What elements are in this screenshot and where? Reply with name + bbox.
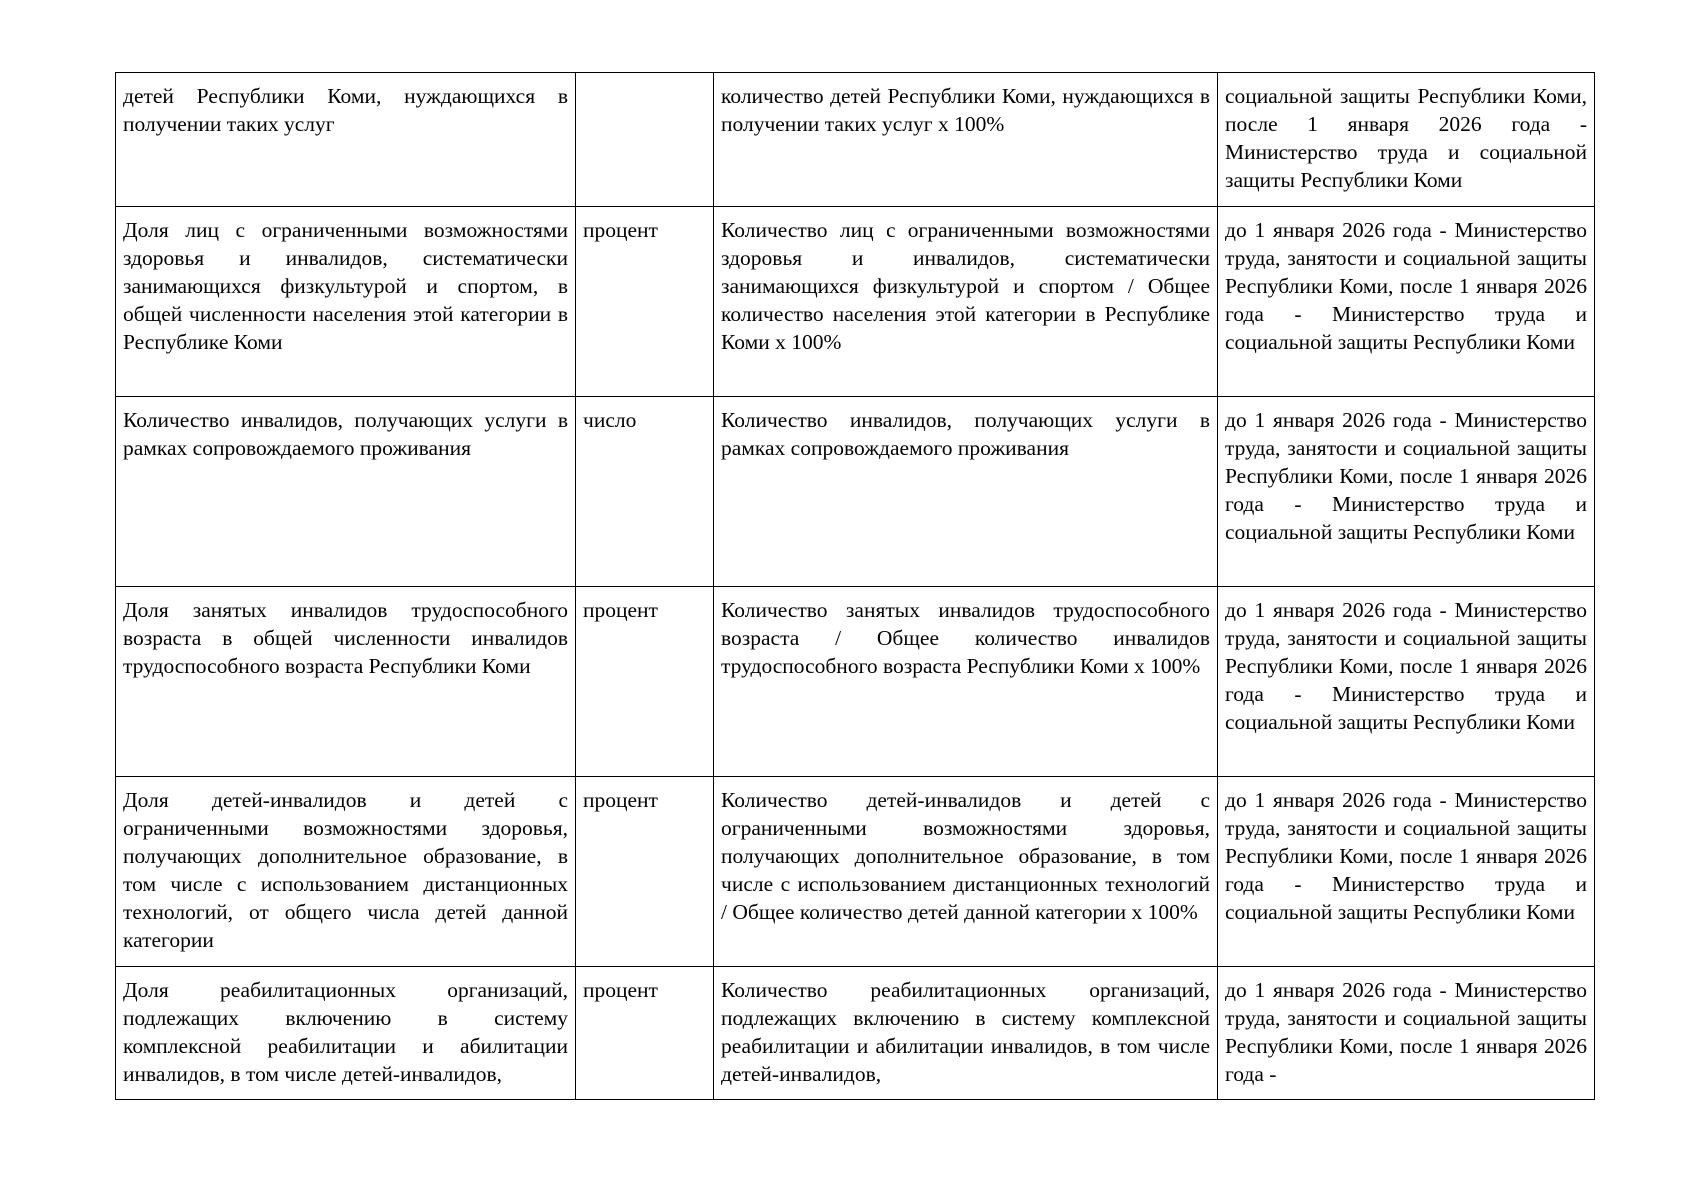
table-row bbox=[116, 397, 1595, 587]
calculation-method-cell: Количество занятых инвалидов трудоспособного возраста / Общее количество инвалидов трудоспособного возраста Республики Коми х 100% bbox=[714, 587, 1218, 777]
responsible-body-cell: социальной защиты Республики Коми, после 1 января 2026 года - Министерство труда и социальной защиты Республики Коми bbox=[1218, 73, 1595, 207]
calculation-method-cell: Количество детей-инвалидов и детей с ограниченными возможностями здоровья, получающих дополнительное образование, в том числе с использованием дистанционных технологий / Общее количество детей данной категории х 100% bbox=[714, 777, 1218, 967]
calculation-method-cell: количество детей Республики Коми, нуждающихся в получении таких услуг х 100% bbox=[714, 73, 1218, 207]
responsible-body-cell: до 1 января 2026 года - Министерство труда, занятости и социальной защиты Республики Коми, после 1 января 2026 года - Министерство труда и социальной защиты Республики Коми bbox=[1218, 207, 1595, 397]
indicator-name-cell: Количество инвалидов, получающих услуги в рамках сопровождаемого проживания bbox=[116, 397, 576, 587]
calculation-method-cell: Количество инвалидов, получающих услуги в рамках сопровождаемого проживания bbox=[714, 397, 1218, 587]
unit-cell: процент bbox=[576, 777, 714, 967]
table-row bbox=[116, 207, 1595, 397]
responsible-body-cell: до 1 января 2026 года - Министерство труда, занятости и социальной защиты Республики Коми, после 1 января 2026 года - Министерство труда и социальной защиты Республики Коми bbox=[1218, 587, 1595, 777]
unit-cell: число bbox=[576, 397, 714, 587]
indicator-name-cell: детей Республики Коми, нуждающихся в получении таких услуг bbox=[116, 73, 576, 207]
indicator-name-cell: Доля детей-инвалидов и детей с ограниченными возможностями здоровья, получающих дополнительное образование, в том числе с использованием дистанционных технологий, от общего числа детей данной категории bbox=[116, 777, 576, 967]
unit-cell: процент bbox=[576, 587, 714, 777]
table-row bbox=[116, 777, 1595, 967]
calculation-method-cell: Количество реабилитационных организаций, подлежащих включению в систему комплексной реабилитации и абилитации инвалидов, в том числе детей-инвалидов, bbox=[714, 967, 1218, 1100]
indicator-name-cell: Доля лиц с ограниченными возможностями здоровья и инвалидов, систематически занимающихся физкультурой и спортом, в общей численности населения этой категории в Республике Коми bbox=[116, 207, 576, 397]
responsible-body-cell: до 1 января 2026 года - Министерство труда, занятости и социальной защиты Республики Коми, после 1 января 2026 года - bbox=[1218, 967, 1595, 1100]
table-row bbox=[116, 73, 1595, 207]
indicator-name-cell: Доля реабилитационных организаций, подлежащих включению в систему комплексной реабилитации и абилитации инвалидов, в том числе детей-инвалидов, bbox=[116, 967, 576, 1100]
calculation-method-cell: Количество лиц с ограниченными возможностями здоровья и инвалидов, систематически занимающихся физкультурой и спортом / Общее количество населения этой категории в Республике Коми х 100% bbox=[714, 207, 1218, 397]
unit-cell bbox=[576, 73, 714, 207]
table-row bbox=[116, 967, 1595, 1100]
unit-cell: процент bbox=[576, 207, 714, 397]
indicator-name-cell: Доля занятых инвалидов трудоспособного возраста в общей численности инвалидов трудоспособного возраста Республики Коми bbox=[116, 587, 576, 777]
table-row bbox=[116, 587, 1595, 777]
responsible-body-cell: до 1 января 2026 года - Министерство труда, занятости и социальной защиты Республики Коми, после 1 января 2026 года - Министерство труда и социальной защиты Республики Коми bbox=[1218, 397, 1595, 587]
responsible-body-cell: до 1 января 2026 года - Министерство труда, занятости и социальной защиты Республики Коми, после 1 января 2026 года - Министерство труда и социальной защиты Республики Коми bbox=[1218, 777, 1595, 967]
unit-cell: процент bbox=[576, 967, 714, 1100]
indicators-table bbox=[115, 72, 1595, 1100]
